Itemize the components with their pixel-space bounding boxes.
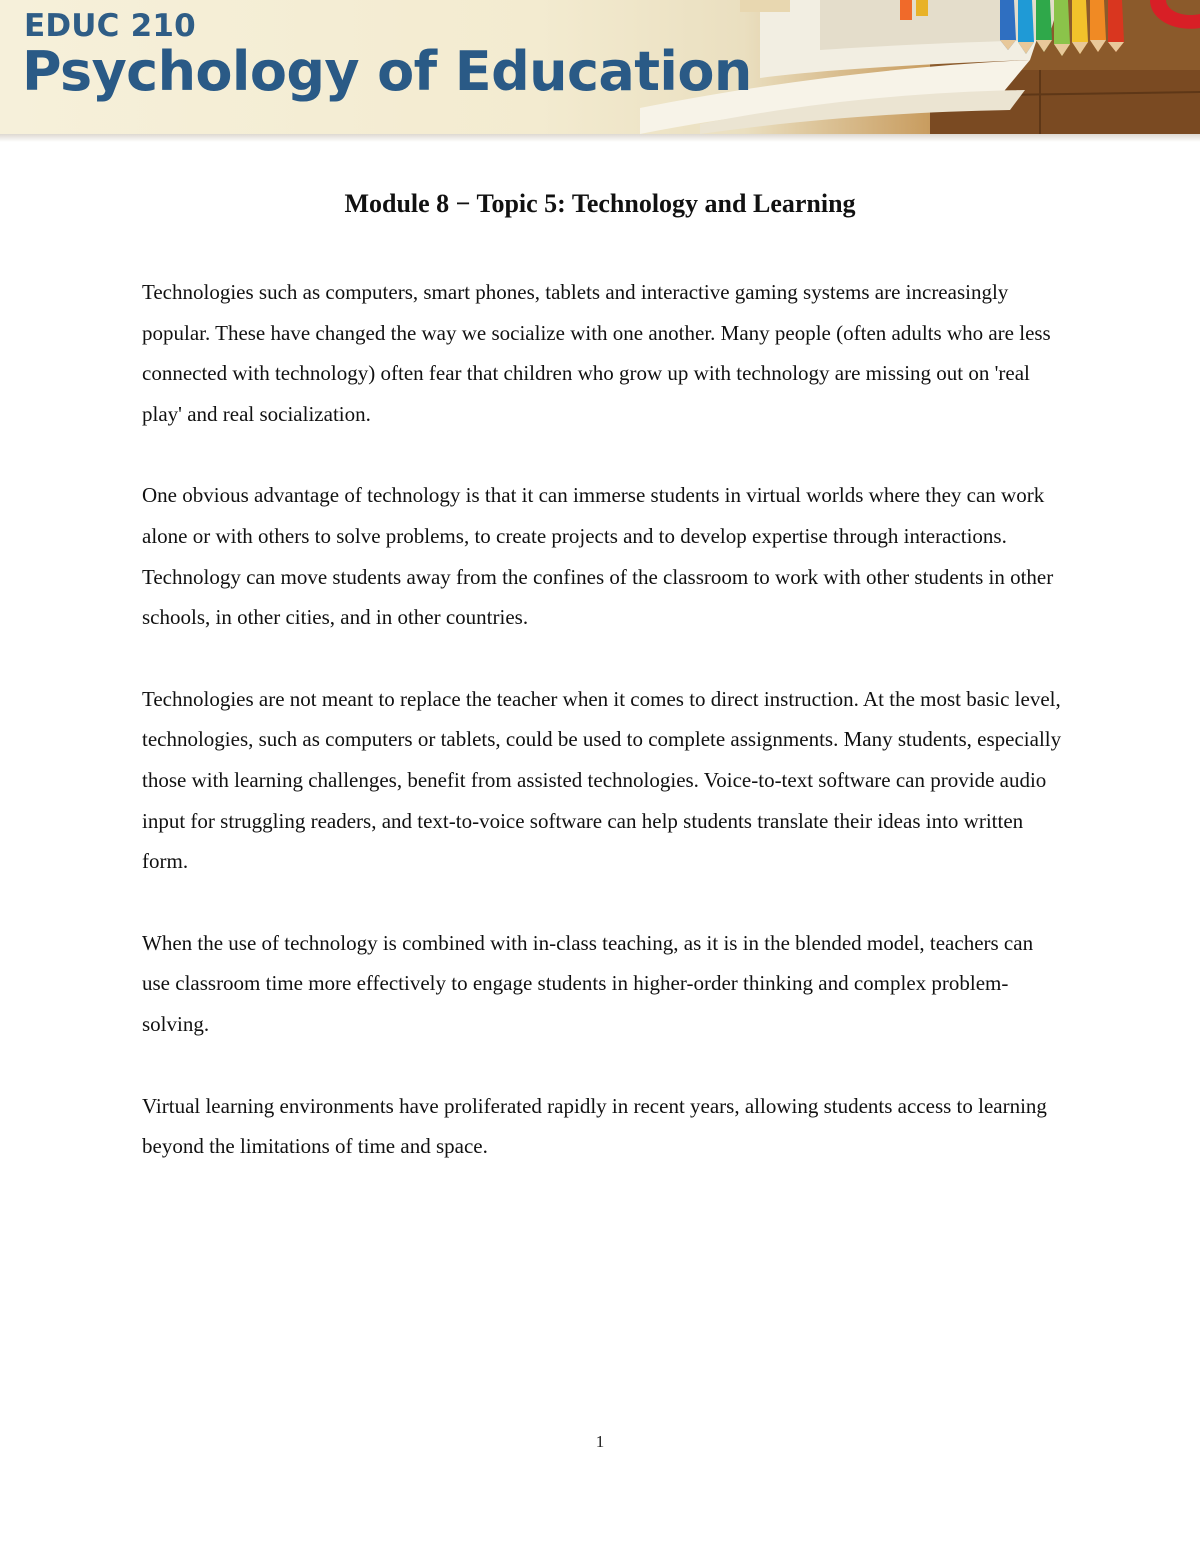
document-title: Module 8 − Topic 5: Technology and Learning bbox=[344, 189, 856, 218]
paragraph-3: Technologies are not meant to replace the teacher when it comes to direct instruction. At the most basic level, technologies, such as computers or tablets, could be used to complete assignments. Many students, especially those with learning challenges, benefit from assisted technologies. Voice-to-text software can provide audio input for struggling readers, and text-to-voice software can help students translate their ideas into written form. bbox=[142, 686, 1062, 874]
paragraph-4: When the use of technology is combined with in-class teaching, as it is in the blended model, teachers can use classroom time more effectively to engage students in higher-order thinking and complex problem-solving. bbox=[142, 930, 1034, 1036]
document-body bbox=[142, 272, 1062, 1208]
paragraph-5: Virtual learning environments have proliferated rapidly in recent years, allowing students access to learning beyond the limitations of time and space. bbox=[142, 1093, 1047, 1159]
course-name: Psychology of Education bbox=[22, 40, 752, 103]
paragraph-1: Technologies such as computers, smart phones, tablets and interactive gaming systems are increasingly popular. These have changed the way we socialize with one another. Many people (often adults who are less connected with technology) often fear that children who grow up with technology are missing out on 'real play' and real socialization. bbox=[142, 280, 1051, 426]
paragraph-2: One obvious advantage of technology is that it can immerse students in virtual worlds where they can work alone or with others to solve problems, to create projects and to develop expertise through interactions. Technology can move students away from the confines of the classroom to work with other students in other schools, in other cities, and in other countries. bbox=[142, 483, 1054, 630]
page-number: 1 bbox=[595, 1432, 605, 1451]
course-code: EDUC 210 bbox=[24, 8, 196, 44]
banner-divider bbox=[0, 134, 1200, 142]
header-banner bbox=[0, 0, 1200, 134]
